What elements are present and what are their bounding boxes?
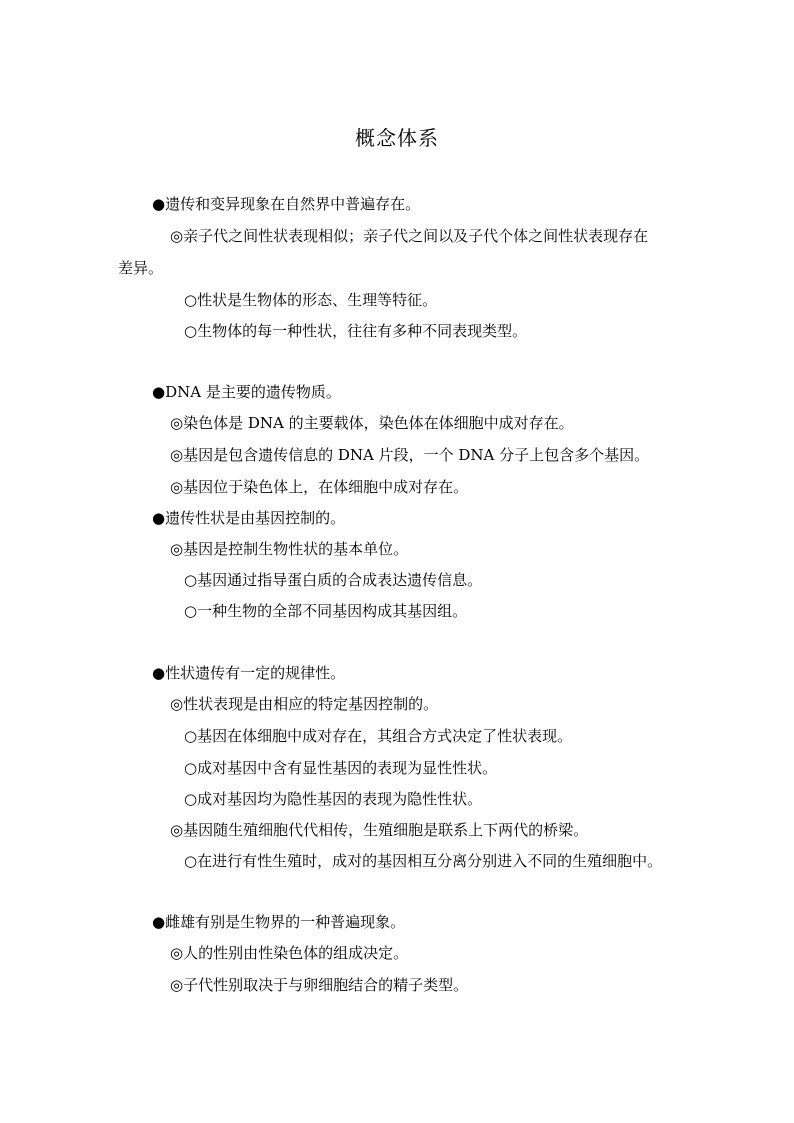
concept-text: 性状表现是由相应的特定基因控制的。	[183, 695, 439, 713]
concept-level2	[170, 539, 408, 559]
hollow-circle-marker: ○	[184, 759, 198, 777]
concept-text: 基因位于染色体上，在体细胞中成对存在。	[183, 478, 469, 496]
double-circle-marker: ◎	[170, 976, 184, 994]
concept-level3	[184, 851, 662, 871]
concept-text: 成对基因中含有显性基因的表现为显性性状。	[197, 759, 498, 777]
concept-level3	[184, 601, 467, 621]
hollow-circle-marker: ○	[184, 291, 198, 309]
hollow-circle-marker: ○	[184, 790, 198, 808]
concept-level3	[184, 321, 527, 341]
concept-text: 遗传性状是由基因控制的。	[165, 509, 346, 527]
concept-text: 性状遗传有一定的规律性。	[165, 664, 346, 682]
concept-text: DNA 是主要的遗传物质。	[165, 383, 341, 401]
double-circle-marker: ◎	[170, 540, 184, 558]
concept-level2	[170, 445, 649, 465]
filled-bullet-marker: ●	[152, 195, 166, 213]
concept-text: 差异。	[118, 259, 164, 277]
concept-level1	[152, 382, 341, 402]
concept-text: 人的性别由性染色体的组成决定。	[183, 944, 409, 962]
concept-level1	[152, 508, 345, 528]
hollow-circle-marker: ○	[184, 571, 198, 589]
concept-text: 成对基因均为隐性基因的表现为隐性性状。	[197, 790, 483, 808]
concept-level2	[170, 820, 588, 840]
concept-level2	[170, 943, 408, 963]
concept-text: 子代性别取决于与卵细胞结合的精子类型。	[183, 976, 469, 994]
hollow-circle-marker: ○	[184, 727, 198, 745]
concept-text: 遗传和变异现象在自然界中普遍存在。	[165, 195, 421, 213]
concept-text: 基因随生殖细胞代代相传，生殖细胞是联系上下两代的桥梁。	[183, 821, 589, 839]
hollow-circle-marker: ○	[184, 602, 198, 620]
double-circle-marker: ◎	[170, 944, 184, 962]
concept-text: 在进行有性生殖时，成对的基因相互分离分别进入不同的生殖细胞中。	[197, 852, 663, 870]
concept-level2	[170, 975, 468, 995]
concept-level3	[184, 789, 482, 809]
concept-level2	[170, 477, 468, 497]
concept-level1	[152, 663, 345, 683]
concept-text: 性状是生物体的形态、生理等特征。	[197, 291, 438, 309]
filled-bullet-marker: ●	[152, 913, 166, 931]
page-title: 概念体系	[355, 126, 439, 150]
filled-bullet-marker: ●	[152, 383, 166, 401]
concept-level3	[184, 758, 497, 778]
concept-text: 基因是控制生物性状的基本单位。	[183, 540, 409, 558]
double-circle-marker: ◎	[170, 227, 184, 245]
double-circle-marker: ◎	[170, 695, 184, 713]
concept-continuation	[118, 258, 163, 278]
concept-level3	[184, 726, 572, 746]
concept-level2	[170, 226, 648, 246]
concept-text: 亲子代之间性状表现相似；亲子代之间以及子代个体之间性状表现存在	[183, 227, 649, 245]
concept-text: 基因通过指导蛋白质的合成表达遗传信息。	[197, 571, 483, 589]
double-circle-marker: ◎	[170, 414, 184, 432]
concept-text: 一种生物的全部不同基因构成其基因组。	[197, 602, 468, 620]
double-circle-marker: ◎	[170, 478, 184, 496]
concept-level2	[170, 413, 574, 433]
concept-level3	[184, 290, 437, 310]
concept-text: 雌雄有别是生物界的一种普遍现象。	[165, 913, 406, 931]
double-circle-marker: ◎	[170, 446, 184, 464]
concept-text: 染色体是 DNA 的主要载体，染色体在体细胞中成对存在。	[183, 414, 574, 432]
concept-text: 基因是包含遗传信息的 DNA 片段，一个 DNA 分子上包含多个基因。	[183, 446, 650, 464]
filled-bullet-marker: ●	[152, 509, 166, 527]
double-circle-marker: ◎	[170, 821, 184, 839]
concept-level1	[152, 194, 420, 214]
filled-bullet-marker: ●	[152, 664, 166, 682]
concept-level3	[184, 570, 482, 590]
hollow-circle-marker: ○	[184, 852, 198, 870]
hollow-circle-marker: ○	[184, 322, 198, 340]
concept-text: 基因在体细胞中成对存在，其组合方式决定了性状表现。	[197, 727, 573, 745]
concept-level2	[170, 694, 438, 714]
concept-level1	[152, 912, 405, 932]
concept-text: 生物体的每一种性状，往往有多种不同表现类型。	[197, 322, 528, 340]
